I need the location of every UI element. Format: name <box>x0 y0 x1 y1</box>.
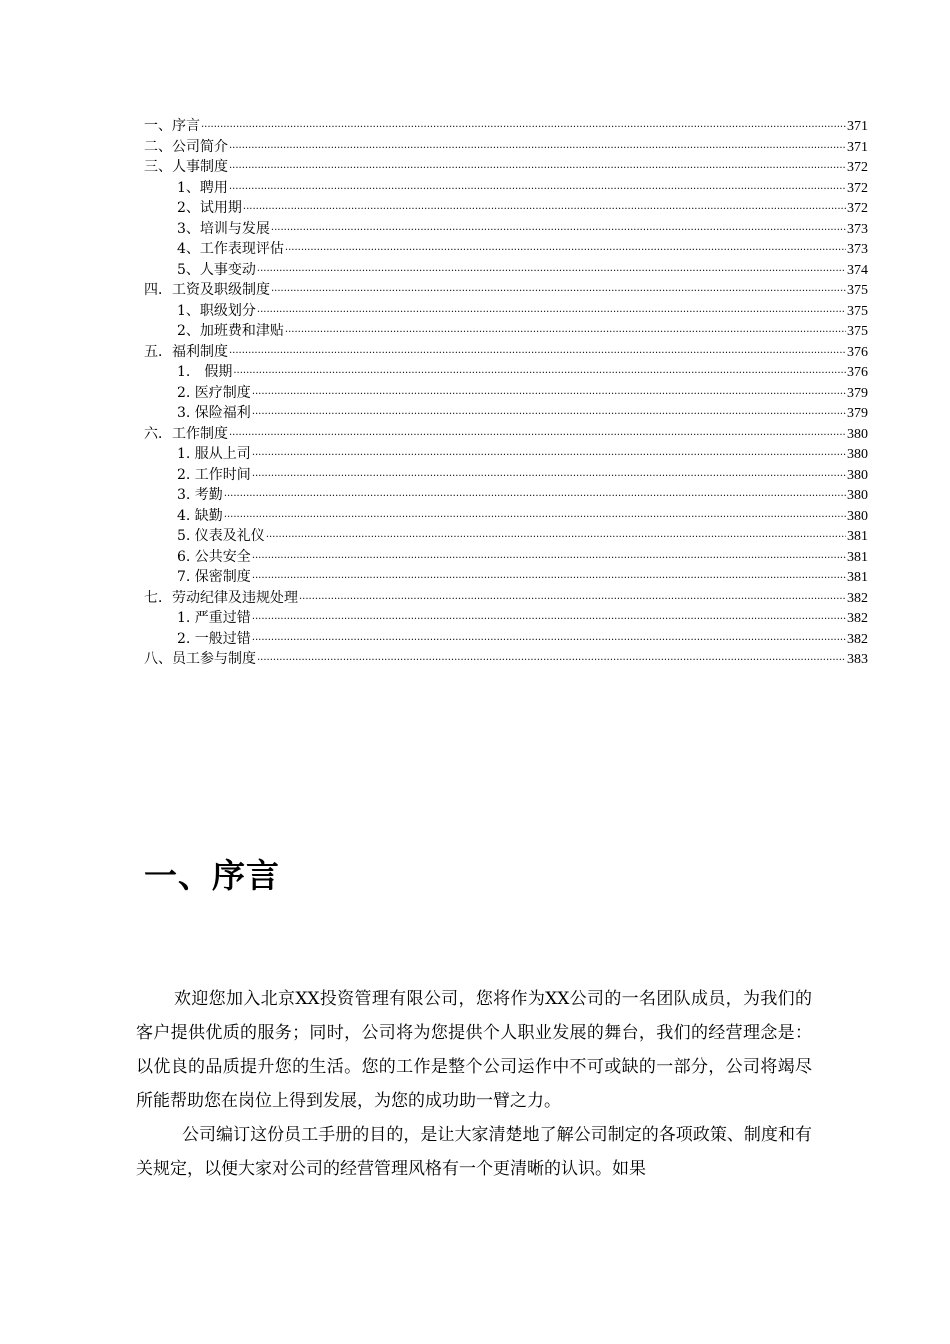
toc-dot-leader <box>257 646 846 669</box>
toc-entry-label: 五．福利制度 <box>144 343 228 360</box>
toc-entry-page: 372 <box>847 160 868 175</box>
toc-entry-label: 2. 一般过错 <box>177 630 251 647</box>
toc-dot-leader <box>252 626 846 649</box>
toc-entry-label: 3. 考勤 <box>177 487 223 503</box>
toc-dot-leader <box>229 134 846 157</box>
toc-entry-page: 382 <box>847 631 868 647</box>
toc-entry-page: 372 <box>847 201 868 216</box>
toc-dot-leader <box>271 277 846 300</box>
toc-dot-leader <box>224 503 846 526</box>
toc-entry-label: 4、工作表现评估 <box>177 241 284 257</box>
toc-dot-leader <box>271 216 846 239</box>
toc-entry[interactable] <box>144 649 868 670</box>
toc-entry-label: 一、序言 <box>144 118 200 134</box>
toc-dot-leader <box>252 544 846 567</box>
toc-entry-label: 2、加班费和津贴 <box>177 323 284 339</box>
toc-entry-page: 380 <box>847 467 868 483</box>
toc-entry-page: 373 <box>847 221 868 237</box>
toc-entry-page: 382 <box>847 611 868 626</box>
toc-entry-label: 3、培训与发展 <box>177 220 270 237</box>
toc-entry-page: 380 <box>847 488 868 503</box>
toc-entry-page: 375 <box>847 283 868 298</box>
toc-entry-label: 三、人事制度 <box>144 159 228 175</box>
toc-entry-label: 3. 保险福利 <box>177 405 251 421</box>
toc-entry-page: 381 <box>847 529 868 544</box>
toc-dot-leader <box>252 400 846 423</box>
toc-entry-label: 1. 假期 <box>177 364 233 380</box>
toc-entry-label: 八、员工参与制度 <box>144 651 256 667</box>
toc-entry-page: 376 <box>847 344 868 360</box>
toc-entry-label: 4. 缺勤 <box>177 507 223 524</box>
toc-entry-page: 381 <box>847 549 868 565</box>
toc-entry-label: 2. 工作时间 <box>177 466 251 483</box>
section-heading: 一、序言 <box>144 856 280 895</box>
toc-entry-label: 2. 医疗制度 <box>177 384 251 401</box>
toc-entry-label: 5. 仪表及礼仪 <box>177 528 265 544</box>
toc-entry-label: 7. 保密制度 <box>177 569 251 585</box>
toc-dot-leader <box>252 605 846 628</box>
toc-entry-label: 1、聘用 <box>177 179 228 196</box>
toc-dot-leader <box>257 298 846 321</box>
toc-dot-leader <box>252 441 846 464</box>
toc-entry-page: 371 <box>847 119 868 134</box>
toc-entry-page: 381 <box>847 570 868 585</box>
paragraph-purpose: 公司编订这份员工手册的目的，是让大家清楚地了解公司制定的各项政策、制度和有关规定，以便大家对公司的经营管理风格有一个更清晰的认识。如果 <box>136 1125 812 1179</box>
toc-dot-leader <box>285 318 846 341</box>
toc-dot-leader <box>243 195 846 218</box>
toc-entry-label: 二、公司简介 <box>144 138 228 155</box>
toc-dot-leader <box>252 564 846 587</box>
toc-dot-leader <box>224 482 846 505</box>
toc-entry-label: 1. 服从上司 <box>177 446 251 462</box>
toc-dot-leader <box>266 523 846 546</box>
toc-entry-page: 382 <box>847 590 868 606</box>
toc-dot-leader <box>229 154 846 177</box>
toc-dot-leader <box>257 257 846 280</box>
toc-dot-leader <box>201 113 846 136</box>
toc-entry-page: 380 <box>847 508 868 524</box>
toc-dot-leader <box>229 175 846 198</box>
toc-dot-leader <box>252 462 846 485</box>
toc-entry-label: 1. 严重过错 <box>177 610 251 626</box>
toc-entry-page: 371 <box>847 139 868 155</box>
toc-entry-page: 383 <box>847 652 868 667</box>
toc-entry-label: 6. 公共安全 <box>177 548 251 565</box>
toc-dot-leader <box>252 380 846 403</box>
paragraph-welcome: 欢迎您加入北京XX投资管理有限公司，您将作为XX公司的一名团队成员，为我们的客户提供优质的服务；同时，公司将为您提供个人职业发展的舞台，我们的经营理念是：以优良的品质提升您的生活。您的工作是整个公司运作中不可或缺的一部分，公司将竭尽所能帮助您在岗位上得到发展，为您的成功助一臂之力。 <box>136 989 812 1111</box>
toc-entry-label: 四．工资及职级制度 <box>144 282 270 298</box>
toc-entry-label: 1、职级划分 <box>177 302 256 319</box>
toc-entry-label: 2、试用期 <box>177 200 242 216</box>
toc-dot-leader <box>229 339 846 362</box>
toc-entry-page: 379 <box>847 406 868 421</box>
toc-entry-page: 376 <box>847 365 868 380</box>
toc-entry-label: 七．劳动纪律及违规处理 <box>144 589 298 606</box>
toc-dot-leader <box>233 359 846 382</box>
table-of-contents <box>144 116 868 670</box>
toc-dot-leader <box>229 421 846 444</box>
toc-entry-page: 380 <box>847 426 868 442</box>
toc-entry-page: 373 <box>847 242 868 257</box>
toc-entry-page: 375 <box>847 324 868 339</box>
toc-entry-label: 5、人事变动 <box>177 261 256 278</box>
section-body <box>136 982 812 1186</box>
toc-entry-page: 374 <box>847 262 868 278</box>
toc-entry-page: 380 <box>847 447 868 462</box>
toc-entry-page: 372 <box>847 180 868 196</box>
toc-dot-leader <box>299 585 846 608</box>
toc-entry-page: 379 <box>847 385 868 401</box>
toc-entry-label: 六．工作制度 <box>144 425 228 442</box>
toc-entry-page: 375 <box>847 303 868 319</box>
toc-dot-leader <box>285 236 846 259</box>
